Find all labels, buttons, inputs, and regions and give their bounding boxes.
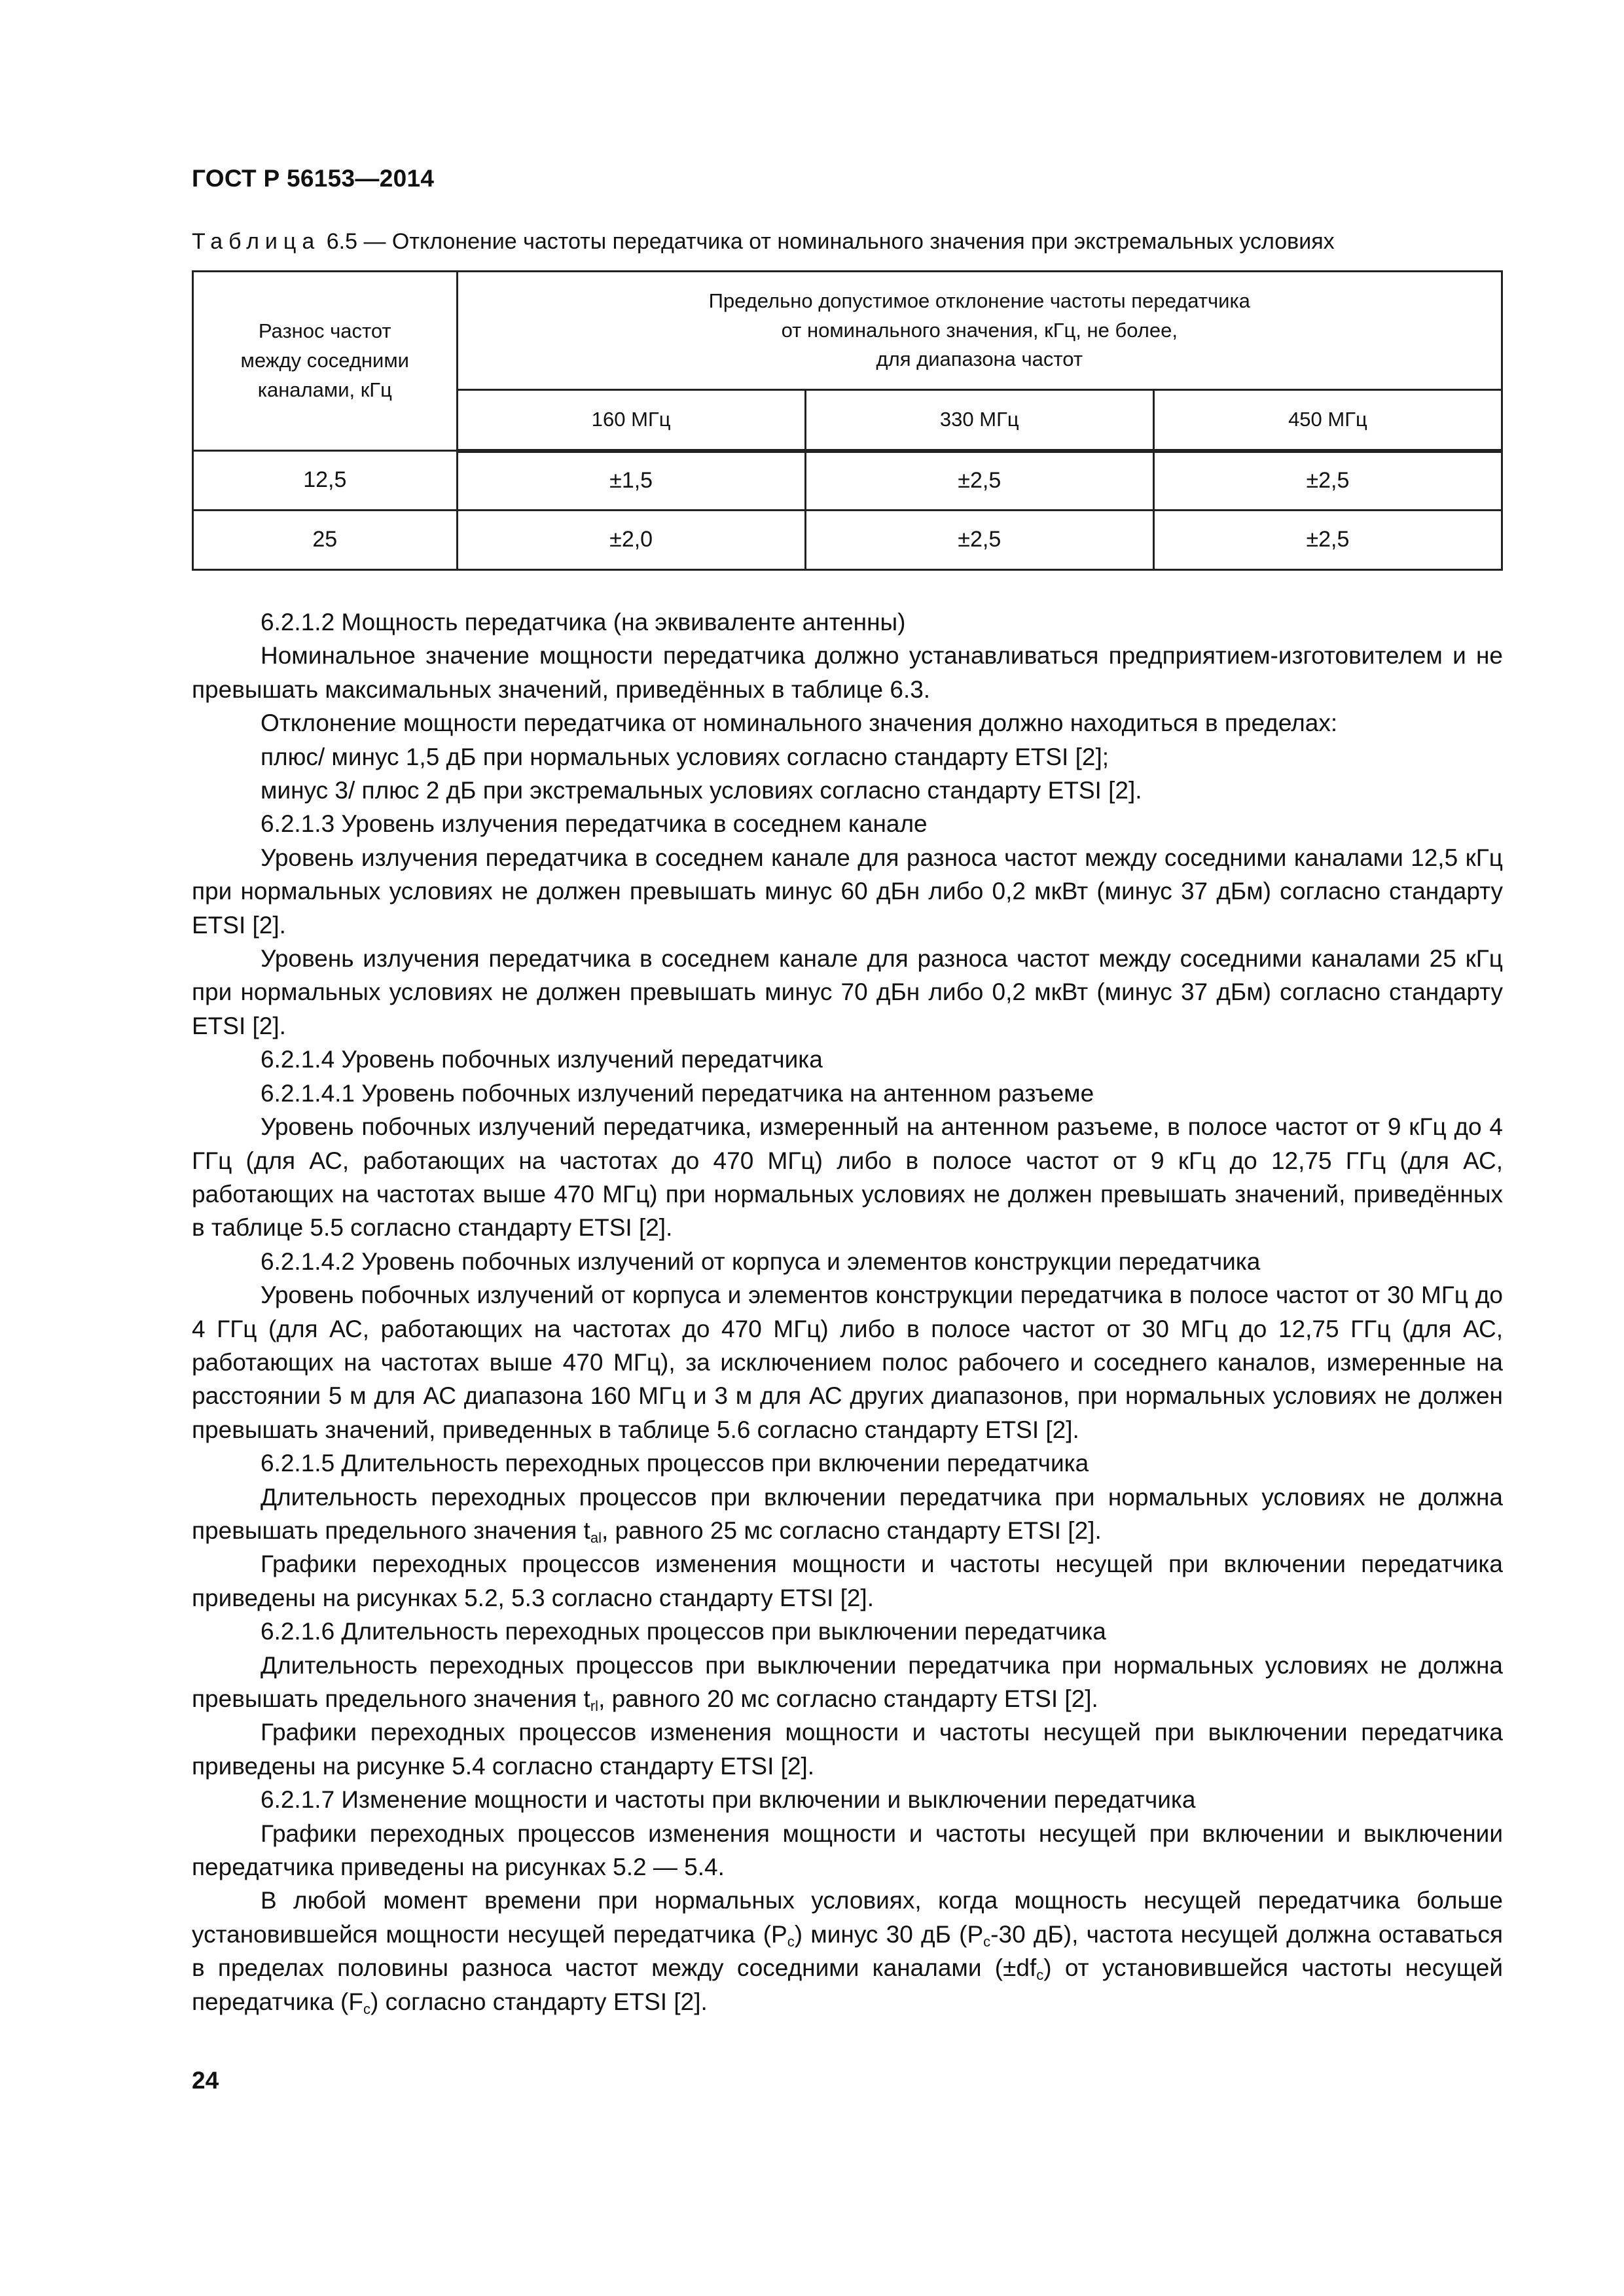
- page-number: 24: [192, 2067, 219, 2094]
- document-header: ГОСТ Р 56153—2014: [192, 165, 435, 192]
- section-heading: 6.2.1.4.1 Уровень побочных излучений передатчика на антенном разъеме: [261, 1079, 1094, 1107]
- table-header-band: 160 МГц: [457, 390, 805, 451]
- table-row: [193, 451, 1502, 511]
- table-cell: ±2,5: [805, 511, 1153, 570]
- paragraph: Графики переходных процессов изменения мощности и частоты несущей при выключении передатчика приведены на рисунке 5.4 согласно стандарту ETSI [2].: [192, 1719, 1503, 1780]
- paragraph: Уровень излучения передатчика в соседнем канале для разноса частот между соседними каналами 25 кГц при нормальных условиях не должен превышать минус 70 дБн либо 0,2 мкВт (минус 37 дБм) согласно стандарту ETSI [2].: [192, 945, 1503, 1039]
- paragraph: Графики переходных процессов изменения мощности и частоты несущей при включении и выключении передатчика приведены на рисунках 5.2 — 5.4.: [192, 1820, 1503, 1881]
- paragraph: Длительность переходных процессов при выключении передатчика при нормальных условиях не должна превышать предельного значения $t_{rl}$, равного 20 мс согласно стандарту ETSI [2].: [192, 1651, 1503, 1714]
- paragraph: Уровень побочных излучений передатчика, измеренный на антенном разъеме, в полосе частот от 9 кГц до 4 ГГц (для АС, работающих на частотах до 470 МГц) либо в полосе частот от 9 кГц до 12,75 ГГц (для АС, работающих на частотах выше 470 МГц) при нормальных условиях не должен превышать значений, приведённых в таблице 5.5 согласно стандарту ETSI [2].: [192, 1113, 1503, 1242]
- table-row: [193, 511, 1502, 570]
- paragraph: Отклонение мощности передатчика от номинального значения должно находиться в пределах:: [261, 709, 1338, 737]
- paragraph: Уровень излучения передатчика в соседнем канале для разноса частот между соседними каналами 12,5 кГц при нормальных условиях не должен превышать минус 60 дБн либо 0,2 мкВт (минус 37 дБм) согласно стандарту ETSI [2].: [192, 844, 1503, 939]
- table-header-group: Предельно допустимое отклонение частоты передатчика от номинального значения, кГц, не более, для диапазона частот: [457, 272, 1502, 390]
- section-heading: 6.2.1.7 Изменение мощности и частоты при включении и выключении передатчика: [261, 1786, 1196, 1814]
- table-caption-number: 6.5: [326, 229, 358, 254]
- section-heading: 6.2.1.2 Мощность передатчика (на эквиваленте антенны): [261, 609, 906, 636]
- section-heading: 6.2.1.3 Уровень излучения передатчика в соседнем канале: [261, 810, 928, 838]
- paragraph: В любой момент времени при нормальных условиях, когда мощность несущей передатчика больше установившейся мощности несущей передатчика $(P_c)$ минус 30 дБ ($P_c-30$ дБ), частота несущей должна оставаться в пределах половины разноса частот между соседними каналами $(\pm df_c)$ от установившейся частоты несущей передатчика $(F_c)$ согласно стандарту ETSI [2].: [192, 1887, 1503, 2017]
- table-header-spacing: Разнос частот между соседними каналами, кГц: [193, 272, 458, 451]
- table-cell: 12,5: [193, 451, 458, 511]
- section-heading: 6.2.1.6 Длительность переходных процессов при выключении передатчика: [261, 1618, 1106, 1645]
- table-caption-title: — Отклонение частоты передатчика от номинального значения при экстремальных условиях: [363, 229, 1335, 254]
- paragraph: Уровень побочных излучений от корпуса и элементов конструкции передатчика в полосе частот от 30 МГц до 4 ГГц (для АС, работающих на частотах до 470 МГц) либо в полосе частот от 30 МГц до 12,75 ГГц (для АС, работающих на частотах выше 470 МГц), за исключением полос рабочего и соседнего каналов, измеренные на расстоянии 5 м для АС диапазона 160 МГц и 3 м для АС других диапазонов, при нормальных условиях не должен превышать значений, приведенных в таблице 5.6 согласно стандарту ETSI [2].: [192, 1282, 1503, 1443]
- table-cell: ±2,5: [805, 451, 1153, 511]
- section-heading: 6.2.1.4.2 Уровень побочных излучений от корпуса и элементов конструкции передатчика: [261, 1247, 1261, 1275]
- table-header-band: 450 МГц: [1153, 390, 1502, 451]
- paragraph: плюс/ минус 1,5 дБ при нормальных условиях согласно стандарту ETSI [2];: [261, 743, 1110, 770]
- frequency-deviation-table: [192, 270, 1503, 571]
- table-cell: ±2,0: [457, 511, 805, 570]
- table-caption: [192, 229, 1335, 255]
- table-cell: ±2,5: [1153, 451, 1502, 511]
- body-text: [192, 605, 1503, 2018]
- table-cell: ±2,5: [1153, 511, 1502, 570]
- section-heading: 6.2.1.4 Уровень побочных излучений передатчика: [261, 1046, 823, 1073]
- paragraph: Номинальное значение мощности передатчика должно устанавливаться предприятием-изготовителем и не превышать максимальных значений, приведённых в таблице 6.3.: [192, 642, 1503, 703]
- paragraph: минус 3/ плюс 2 дБ при экстремальных условиях согласно стандарту ETSI [2].: [261, 777, 1142, 804]
- table-cell: 25: [193, 511, 458, 570]
- paragraph: Длительность переходных процессов при включении передатчика при нормальных условиях не должна превышать предельного значения $t_{al}$, равного 25 мс согласно стандарту ETSI [2].: [192, 1483, 1503, 1546]
- table-cell: ±1,5: [457, 451, 805, 511]
- section-heading: 6.2.1.5 Длительность переходных процессов при включении передатчика: [261, 1450, 1089, 1477]
- table-caption-label: Таблица: [192, 229, 321, 254]
- table-header-band: 330 МГц: [805, 390, 1153, 451]
- paragraph: Графики переходных процессов изменения мощности и частоты несущей при включении передатчика приведены на рисунках 5.2, 5.3 согласно стандарту ETSI [2].: [192, 1551, 1503, 1611]
